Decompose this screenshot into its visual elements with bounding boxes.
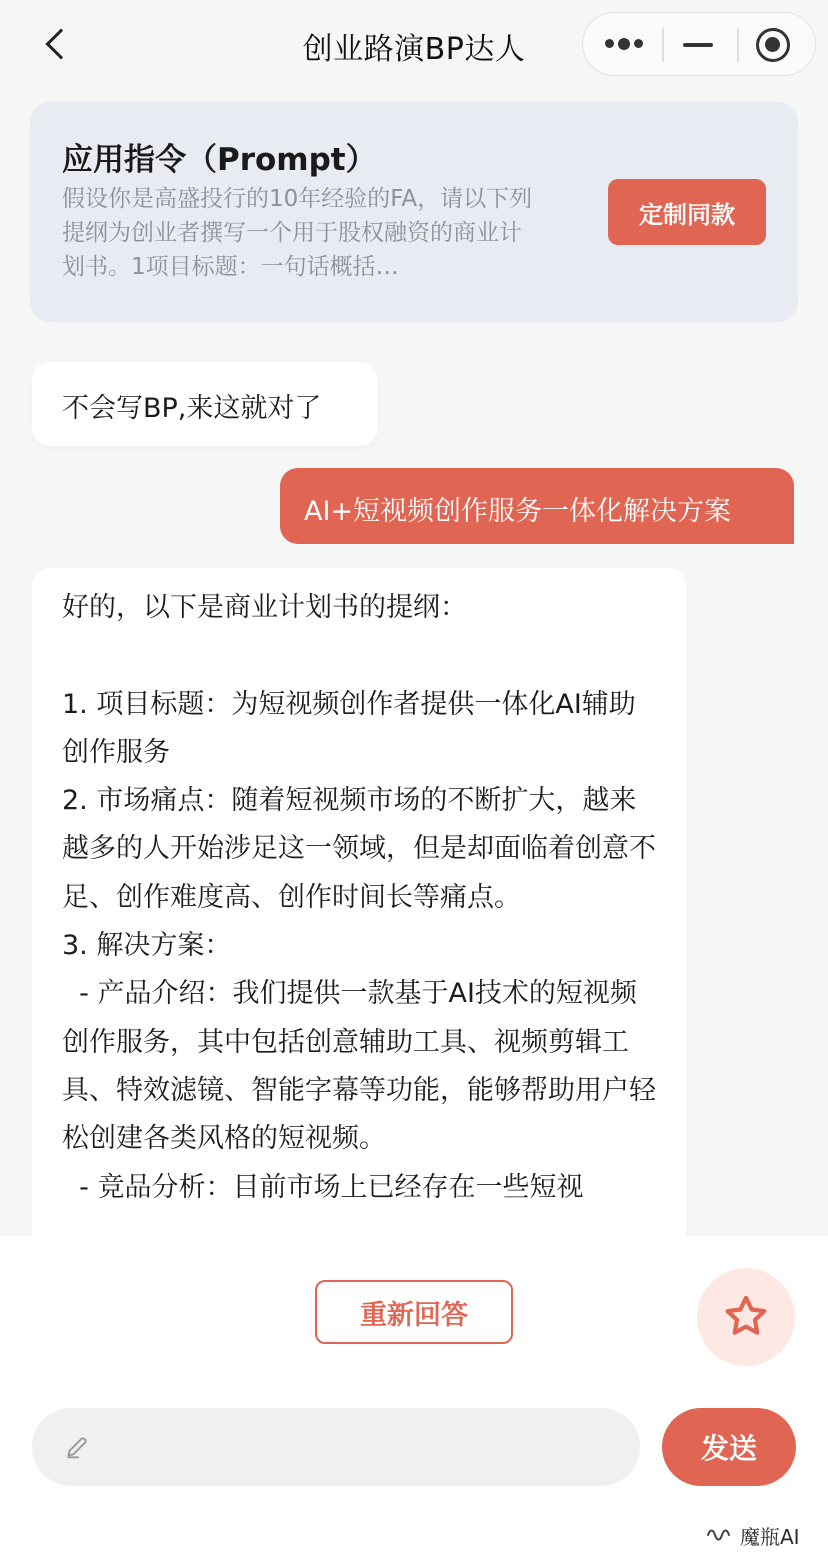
favorite-button[interactable] xyxy=(697,1268,795,1366)
miniprogram-capsule xyxy=(582,12,816,76)
star-icon xyxy=(721,1292,771,1342)
prompt-card xyxy=(30,102,798,322)
answer-text: 好的，以下是商业计划书的提纲： 1. 项目标题：为短视频创作者提供一体化AI辅助创作服务 2. 市场痛点：随着短视频市场的不断扩大，越来越多的人开始涉足这一领域，但是却面临着创意不足、创作难度高、创作时间长等痛点。 3. 解决方案： - 产品介绍：我们提供一款基于AI技术的短视频创作服务，其中包括创意辅助工具、视频剪辑工具、特效滤镜、智能字幕等功能，能够帮助用户轻松创建各类风格的短视频。 - 竞品分析：目前市场上已经存在一些短视 xyxy=(62,592,656,1203)
customize-same-button[interactable]: 定制同款 xyxy=(608,179,766,245)
bot-greeting-bubble: 不会写BP,来这就对了 xyxy=(32,362,378,446)
close-miniprogram-icon[interactable] xyxy=(756,28,790,62)
message-input[interactable] xyxy=(32,1408,640,1486)
page-title: 创业路演BP达人 xyxy=(302,32,526,67)
bottom-action-area xyxy=(0,1236,828,1560)
capsule-divider xyxy=(662,28,664,62)
minimize-icon[interactable] xyxy=(683,43,713,47)
bot-answer-bubble xyxy=(32,568,686,1236)
top-nav-bar xyxy=(0,0,828,88)
send-button[interactable]: 发送 xyxy=(662,1408,796,1486)
regenerate-button[interactable]: 重新回答 xyxy=(315,1280,513,1344)
pencil-icon xyxy=(64,1434,90,1460)
wechat-channel-icon xyxy=(706,1525,734,1545)
prompt-title: 应用指令（Prompt） xyxy=(62,142,377,178)
more-icon[interactable] xyxy=(605,39,643,50)
user-message-bubble: AI+短视频创作服务一体化解决方案 xyxy=(280,468,794,544)
capsule-divider xyxy=(737,28,739,62)
watermark xyxy=(706,1518,800,1552)
watermark-text: 魔瓶AI xyxy=(740,1524,800,1549)
prompt-text: 假设你是高盛投行的10年经验的FA，请以下列提纲为创业者撰写一个用于股权融资的商业计划书。1项目标题：一句话概括… xyxy=(62,186,533,280)
